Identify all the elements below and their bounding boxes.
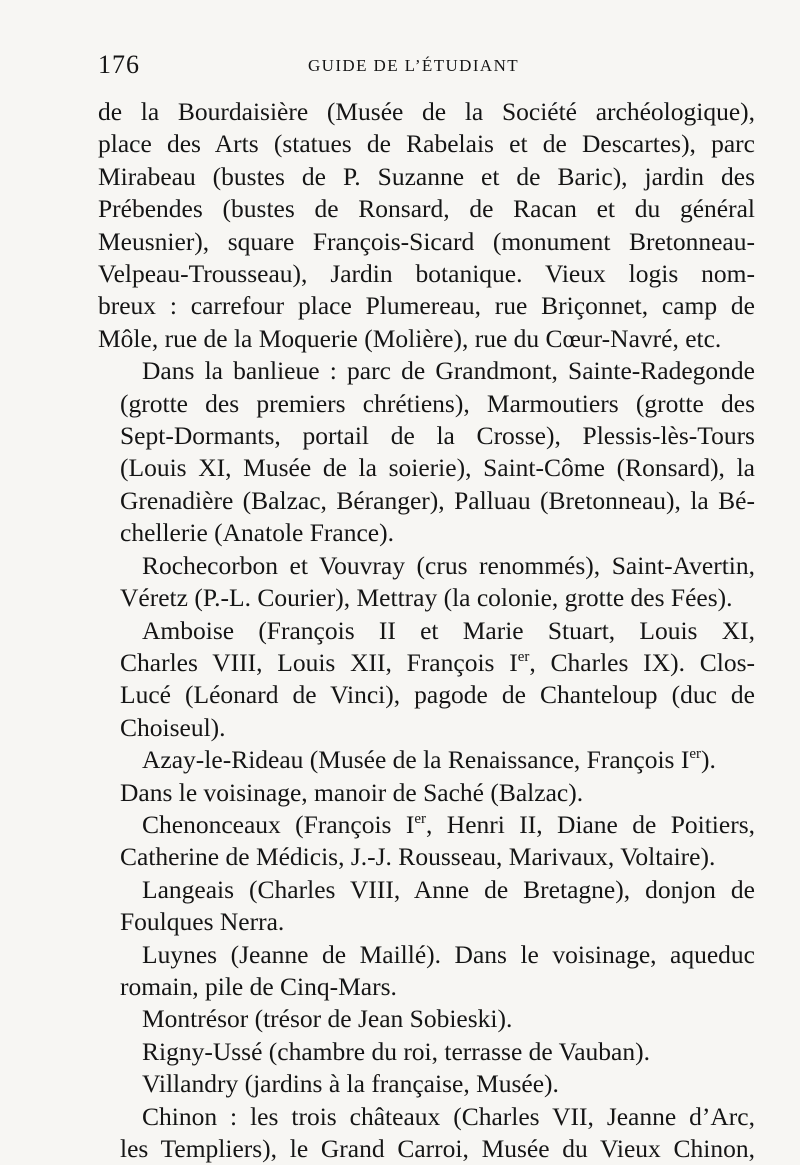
text-line: Velpeau-Trousseau), Jardin botanique. Vieux logis nom-: [98, 259, 755, 289]
text-fragment: , Charles IX). Clos-: [529, 647, 755, 677]
text-line: Amboise (François II et Marie Stuart, Louis XI,: [142, 615, 755, 645]
text-fragment: Chenonceaux (François I: [142, 809, 415, 839]
text-fragment: ).: [701, 745, 716, 775]
paragraph-langeais: [98, 874, 755, 939]
superscript-er: er: [517, 648, 530, 665]
page-header: [98, 50, 755, 90]
text-line: Montrésor (trésor de Jean Sobieski).: [142, 1004, 513, 1034]
text-line: Véretz (P.-L. Courier), Mettray (la colonie, grotte des Fées).: [120, 583, 733, 613]
page-body: [98, 96, 755, 1165]
text-line: (Louis XI, Musée de la soierie), Saint-Côme (Ronsard), la: [120, 453, 755, 483]
paragraph-luynes: [98, 939, 755, 1004]
text-line: Catherine de Médicis, J.-J. Rousseau, Marivaux, Voltaire).: [120, 842, 716, 872]
paragraph-tours-monuments: [98, 96, 755, 355]
text-line: Choiseul).: [120, 712, 226, 742]
superscript-er: er: [414, 810, 427, 827]
text-line: Chinon : les trois châteaux (Charles VII, Jeanne d’Arc,: [142, 1101, 755, 1131]
text-line: Villandry (jardins à la française, Musée).: [142, 1069, 559, 1099]
text-line: place des Arts (statues de Rabelais et de Descartes), parc: [98, 129, 755, 159]
text-line: Rigny-Ussé (chambre du roi, terrasse de Vauban).: [142, 1036, 650, 1066]
text-fragment: Azay-le-Rideau (Musée de la Renaissance, François I: [142, 745, 690, 775]
text-line: breux : carrefour place Plumereau, rue Briçonnet, camp de: [98, 291, 755, 321]
running-head: GUIDE DE L’ÉTUDIANT: [308, 56, 520, 75]
text-line: [98, 809, 755, 841]
paragraph-villandry: [98, 1068, 755, 1100]
paragraph-banlieue: [98, 355, 755, 549]
text-line: [98, 744, 755, 776]
text-fragment: Charles VIII, Louis XII, François I: [120, 647, 518, 677]
text-line: [98, 647, 755, 679]
text-line: les Templiers), le Grand Carroi, Musée du Vieux Chinon,: [120, 1134, 755, 1163]
text-line: de la Bourdaisière (Musée de la Société archéologique),: [98, 97, 755, 126]
text-line: Grenadière (Balzac, Béranger), Palluau (Bretonneau), la Bé-: [120, 485, 755, 515]
text-line: Langeais (Charles VIII, Anne de Bretagne), donjon de: [142, 874, 755, 904]
paragraph-amboise: [98, 615, 755, 745]
paragraph-azay: [98, 744, 755, 809]
text-line: Meusnier), square François-Sicard (monument Bretonneau-: [98, 226, 755, 256]
text-line: Sept-Dormants, portail de la Crosse), Plessis-lès-Tours: [120, 421, 755, 451]
paragraph-montresor: [98, 1003, 755, 1035]
text-line: Dans la banlieue : parc de Grandmont, Sainte-Radegonde: [142, 356, 755, 386]
paragraph-rigny-usse: [98, 1036, 755, 1068]
superscript-er: er: [689, 746, 701, 763]
text-line: chellerie (Anatole France).: [120, 518, 394, 548]
text-line: Luynes (Jeanne de Maillé). Dans le voisinage, aqueduc: [142, 939, 755, 969]
text-line: Dans le voisinage, manoir de Saché (Balzac).: [120, 777, 584, 807]
page-number: 176: [98, 50, 140, 79]
text-line: Foulques Nerra.: [120, 907, 285, 937]
text-fragment: , Henri II, Diane de Poitiers,: [426, 809, 755, 839]
text-line: Môle, rue de la Moquerie (Molière), rue du Cœur-Navré, etc.: [98, 323, 722, 353]
text-line: romain, pile de Cinq-Mars.: [120, 971, 397, 1001]
text-line: Rochecorbon et Vouvray (crus renommés), Saint-Avertin,: [142, 550, 755, 580]
text-line: Prébendes (bustes de Ronsard, de Racan et du général: [98, 194, 755, 224]
book-page: [98, 50, 755, 1165]
paragraph-rochecorbon: [98, 550, 755, 615]
text-line: (grotte des premiers chrétiens), Marmoutiers (grotte des: [120, 388, 755, 418]
paragraph-chenonceaux: [98, 809, 755, 874]
text-line: Lucé (Léonard de Vinci), pagode de Chanteloup (duc de: [120, 680, 755, 710]
text-line: Mirabeau (bustes de P. Suzanne et de Baric), jardin des: [98, 161, 755, 191]
paragraph-chinon: [98, 1101, 755, 1165]
